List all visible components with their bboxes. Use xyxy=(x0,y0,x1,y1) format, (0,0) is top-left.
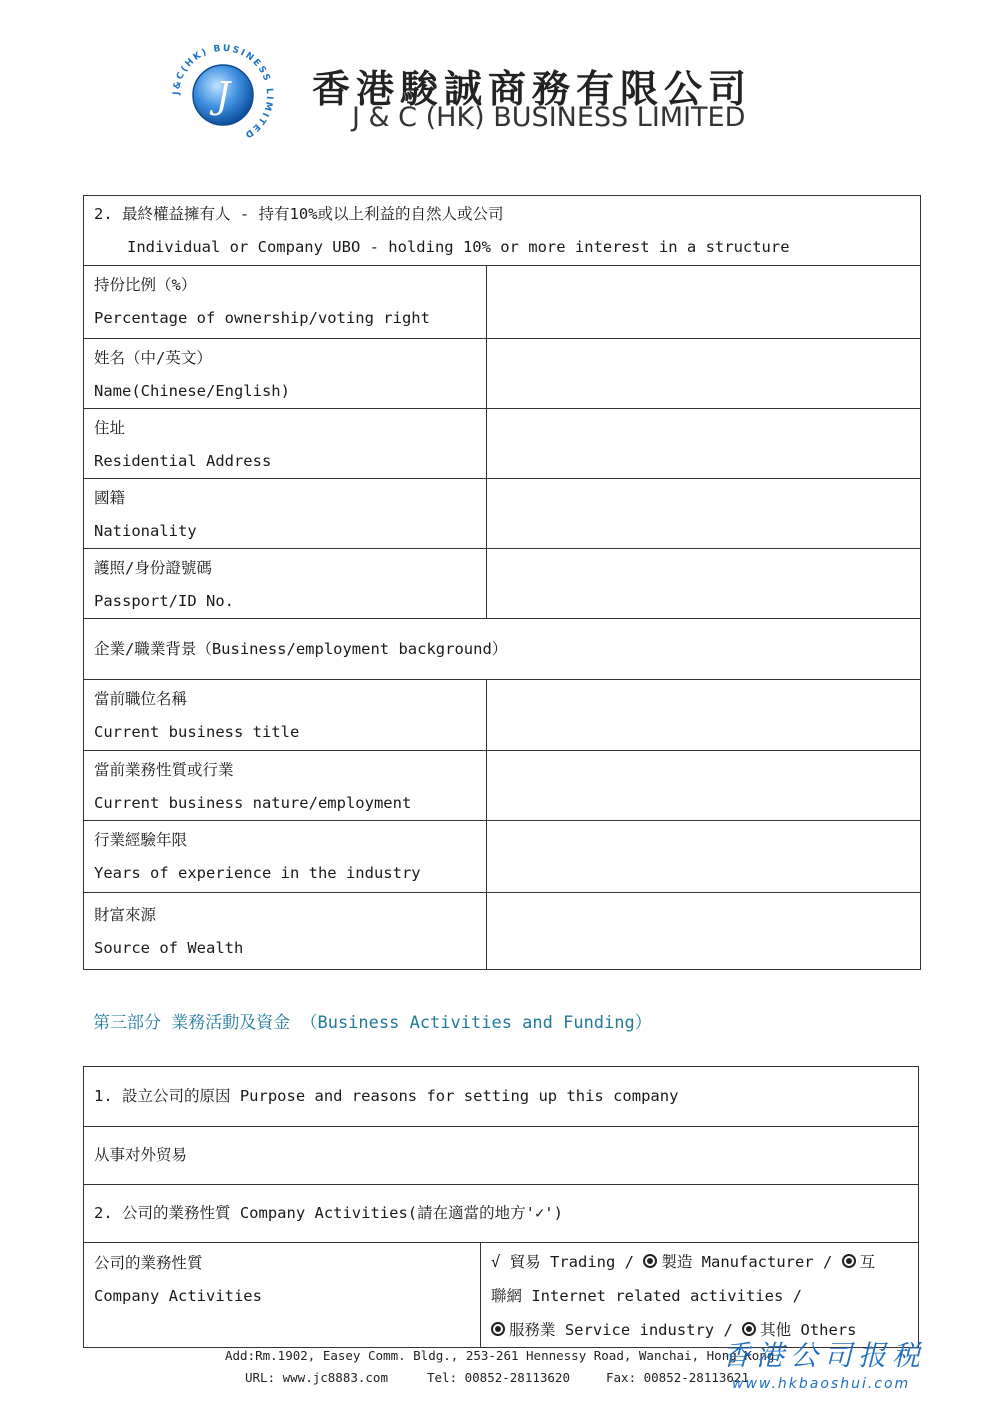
field-label-en: Percentage of ownership/voting right xyxy=(94,309,430,327)
company-logo xyxy=(170,42,276,148)
field-label-en: Source of Wealth xyxy=(94,939,244,957)
watermark-chinese: 香港公司报税 xyxy=(722,1339,927,1372)
purpose-answer[interactable]: 从事对外贸易 xyxy=(84,1127,919,1185)
field-label-en: Current business title xyxy=(94,723,300,741)
radio-icon[interactable] xyxy=(842,1254,856,1268)
ubo-heading-en: Individual or Company UBO - holding 10% or more interest in a structure xyxy=(127,238,790,256)
footer-url[interactable]: URL: www.jc8883.com xyxy=(245,1370,388,1385)
svg-text:J&C(HK) BUSINESS LIMITED: J&C(HK) BUSINESS LIMITED xyxy=(171,43,275,141)
field-label-en: Residential Address xyxy=(94,452,272,470)
field-label xyxy=(84,680,487,751)
section3-title: 第三部分 業務活動及資金 （Business Activities and Funding） xyxy=(93,1013,652,1033)
activities-options xyxy=(481,1243,919,1348)
company-name-english: J & C (HK) BUSINESS LIMITED xyxy=(352,102,746,133)
field-label-en: Passport/ID No. xyxy=(94,592,234,610)
field-label-en: Name(Chinese/English) xyxy=(94,382,290,400)
field-label xyxy=(84,266,487,339)
source-of-wealth-field[interactable] xyxy=(487,893,921,970)
footer-address: Add:Rm.1902, Easey Comm. Bldg., 253-261 Hennessy Road, Wanchai, Hong Kong xyxy=(225,1348,775,1363)
radio-icon[interactable] xyxy=(491,1322,505,1336)
field-label-cn: 當前職位名稱 xyxy=(94,690,188,708)
field-label-cn: 姓名（中/英文） xyxy=(94,349,212,367)
field-label xyxy=(84,751,487,821)
background-heading: 企業/職業背景（Business/employment background） xyxy=(84,619,921,680)
svg-text:J: J xyxy=(215,76,231,117)
nationality-field[interactable] xyxy=(487,479,921,549)
field-label xyxy=(84,821,487,893)
field-label-cn: 財富來源 xyxy=(94,906,157,924)
field-label-cn: 國籍 xyxy=(94,489,126,507)
field-label-en: Years of experience in the industry xyxy=(94,864,421,882)
ownership-percentage-field[interactable] xyxy=(487,266,921,339)
ubo-heading-cn: 2. 最終權益擁有人 - 持有10%或以上利益的自然人或公司 xyxy=(94,205,504,223)
field-label-cn: 持份比例（%） xyxy=(94,276,197,294)
field-label xyxy=(84,409,487,479)
years-experience-field[interactable] xyxy=(487,821,921,893)
field-label-cn: 行業經驗年限 xyxy=(94,831,188,849)
activities-question: 2. 公司的業務性質 Company Activities(請在適當的地方'✓') xyxy=(84,1185,919,1243)
field-label-en: Current business nature/employment xyxy=(94,794,412,812)
ubo-heading xyxy=(84,196,921,266)
field-label xyxy=(84,1243,481,1348)
field-label-en: Nationality xyxy=(94,522,197,540)
footer-fax: Fax: 00852-28113621 xyxy=(606,1370,749,1385)
business-title-field[interactable] xyxy=(487,680,921,751)
field-label-en: Company Activities xyxy=(94,1287,262,1305)
watermark-url: www.hkbaoshui.com xyxy=(732,1376,911,1392)
business-nature-field[interactable] xyxy=(487,751,921,821)
purpose-question: 1. 設立公司的原因 Purpose and reasons for setting up this company xyxy=(84,1067,919,1127)
company-name-chinese: 香港駿誠商務有限公司 xyxy=(312,66,753,111)
field-label xyxy=(84,479,487,549)
field-label-cn: 住址 xyxy=(94,419,126,437)
field-label xyxy=(84,549,487,619)
business-activities-table xyxy=(83,1066,919,1348)
passport-id-field[interactable] xyxy=(487,549,921,619)
footer-tel: Tel: 00852-28113620 xyxy=(427,1370,570,1385)
field-label xyxy=(84,893,487,970)
radio-icon[interactable] xyxy=(643,1254,657,1268)
option-internet[interactable]: 聯網 Internet related activities / xyxy=(491,1287,802,1305)
option-internet-prefix[interactable]: 互 xyxy=(859,1253,876,1271)
option-manufacturer[interactable]: 製造 Manufacturer / xyxy=(661,1253,833,1271)
name-field[interactable] xyxy=(487,339,921,409)
option-trading[interactable]: √ 貿易 Trading / xyxy=(491,1253,634,1271)
field-label-cn: 公司的業務性質 xyxy=(94,1254,203,1272)
ubo-table xyxy=(83,195,921,970)
option-service[interactable]: 服務業 Service industry / xyxy=(509,1321,733,1339)
field-label xyxy=(84,339,487,409)
option-others[interactable]: 其他 Others xyxy=(760,1321,857,1339)
field-label-cn: 護照/身份證號碼 xyxy=(94,559,212,577)
field-label-cn: 當前業務性質或行業 xyxy=(94,761,234,779)
residential-address-field[interactable] xyxy=(487,409,921,479)
